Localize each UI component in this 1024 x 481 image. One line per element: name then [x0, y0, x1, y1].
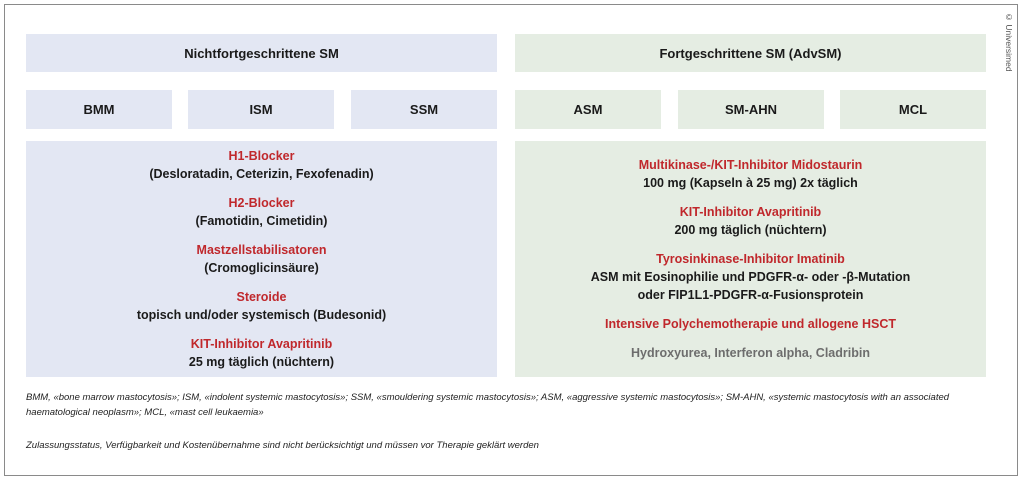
other-therapies: Hydroxyurea, Interferon alpha, Cladribin — [631, 346, 870, 360]
drug-detail: 100 mg (Kapseln à 25 mg) 2x täglich — [643, 176, 858, 190]
subtype-mcl: MCL — [840, 90, 986, 129]
subtype-ssm: SSM — [351, 90, 497, 129]
copyright-notice: © Universimed — [1004, 12, 1014, 72]
drug-title: H1-Blocker — [228, 149, 295, 163]
therapy-entry — [674, 203, 826, 239]
subtype-asm: ASM — [515, 90, 661, 129]
advanced-therapy-panel — [515, 141, 986, 377]
drug-title: Intensive Polychemotherapie und allogene HSCT — [604, 317, 897, 331]
approval-footnote: Zulassungsstatus, Verfügbarkeit und Kostenübernahme sind nicht berücksichtigt und müssen vor Therapie geklärt werden — [26, 440, 539, 451]
therapy-entry — [605, 315, 896, 333]
drug-title: H2-Blocker — [228, 196, 295, 210]
non-advanced-therapy-panel — [26, 141, 497, 377]
therapy-entry — [149, 147, 373, 183]
therapy-entry — [196, 194, 328, 230]
subtype-bmm: BMM — [26, 90, 172, 129]
therapy-entry — [137, 288, 386, 324]
therapy-entry — [189, 335, 334, 371]
drug-title: Multikinase-/KIT-Inhibitor Midostaurin — [638, 158, 863, 172]
header-non-advanced-sm: Nichtfortgeschrittene SM — [26, 34, 497, 72]
drug-detail: 25 mg täglich (nüchtern) — [188, 355, 335, 369]
drug-detail: ASM mit Eosinophilie und PDGFR-α- oder -β-Mutation — [590, 270, 911, 284]
drug-detail: (Cromoglicinsäure) — [204, 261, 319, 275]
drug-detail: oder FIP1L1-PDGFR-α-Fusionsprotein — [637, 288, 864, 302]
drug-title: KIT-Inhibitor Avapritinib — [190, 337, 333, 351]
drug-title: Steroide — [236, 290, 287, 304]
footnote-line: haematological neoplasm»; MCL, «mast cell leukaemia» — [26, 407, 264, 418]
therapy-entry — [591, 250, 910, 304]
drug-detail: (Desloratadin, Ceterizin, Fexofenadin) — [149, 167, 374, 181]
drug-detail: topisch und/oder systemisch (Budesonid) — [136, 308, 387, 322]
header-advanced-sm: Fortgeschrittene SM (AdvSM) — [515, 34, 986, 72]
therapy-entry — [197, 241, 327, 277]
drug-title: KIT-Inhibitor Avapritinib — [679, 205, 822, 219]
footnote-line: BMM, «bone marrow mastocytosis»; ISM, «indolent systemic mastocytosis»; SSM, «smouldering systemic mastocytosis»; ASM, «aggressive systemic mastocytosis»; SM-AHN, «systemic mastocytosis with an associated — [26, 392, 950, 403]
subtype-ism: ISM — [188, 90, 334, 129]
subtype-sm-ahn: SM-AHN — [678, 90, 824, 129]
abbreviations-footnote — [26, 390, 986, 420]
drug-title: Tyrosinkinase-Inhibitor Imatinib — [656, 252, 845, 266]
drug-detail: 200 mg täglich (nüchtern) — [674, 223, 827, 237]
drug-detail: (Famotidin, Cimetidin) — [195, 214, 328, 228]
therapy-entry — [639, 156, 863, 192]
drug-title: Mastzellstabilisatoren — [196, 243, 327, 257]
